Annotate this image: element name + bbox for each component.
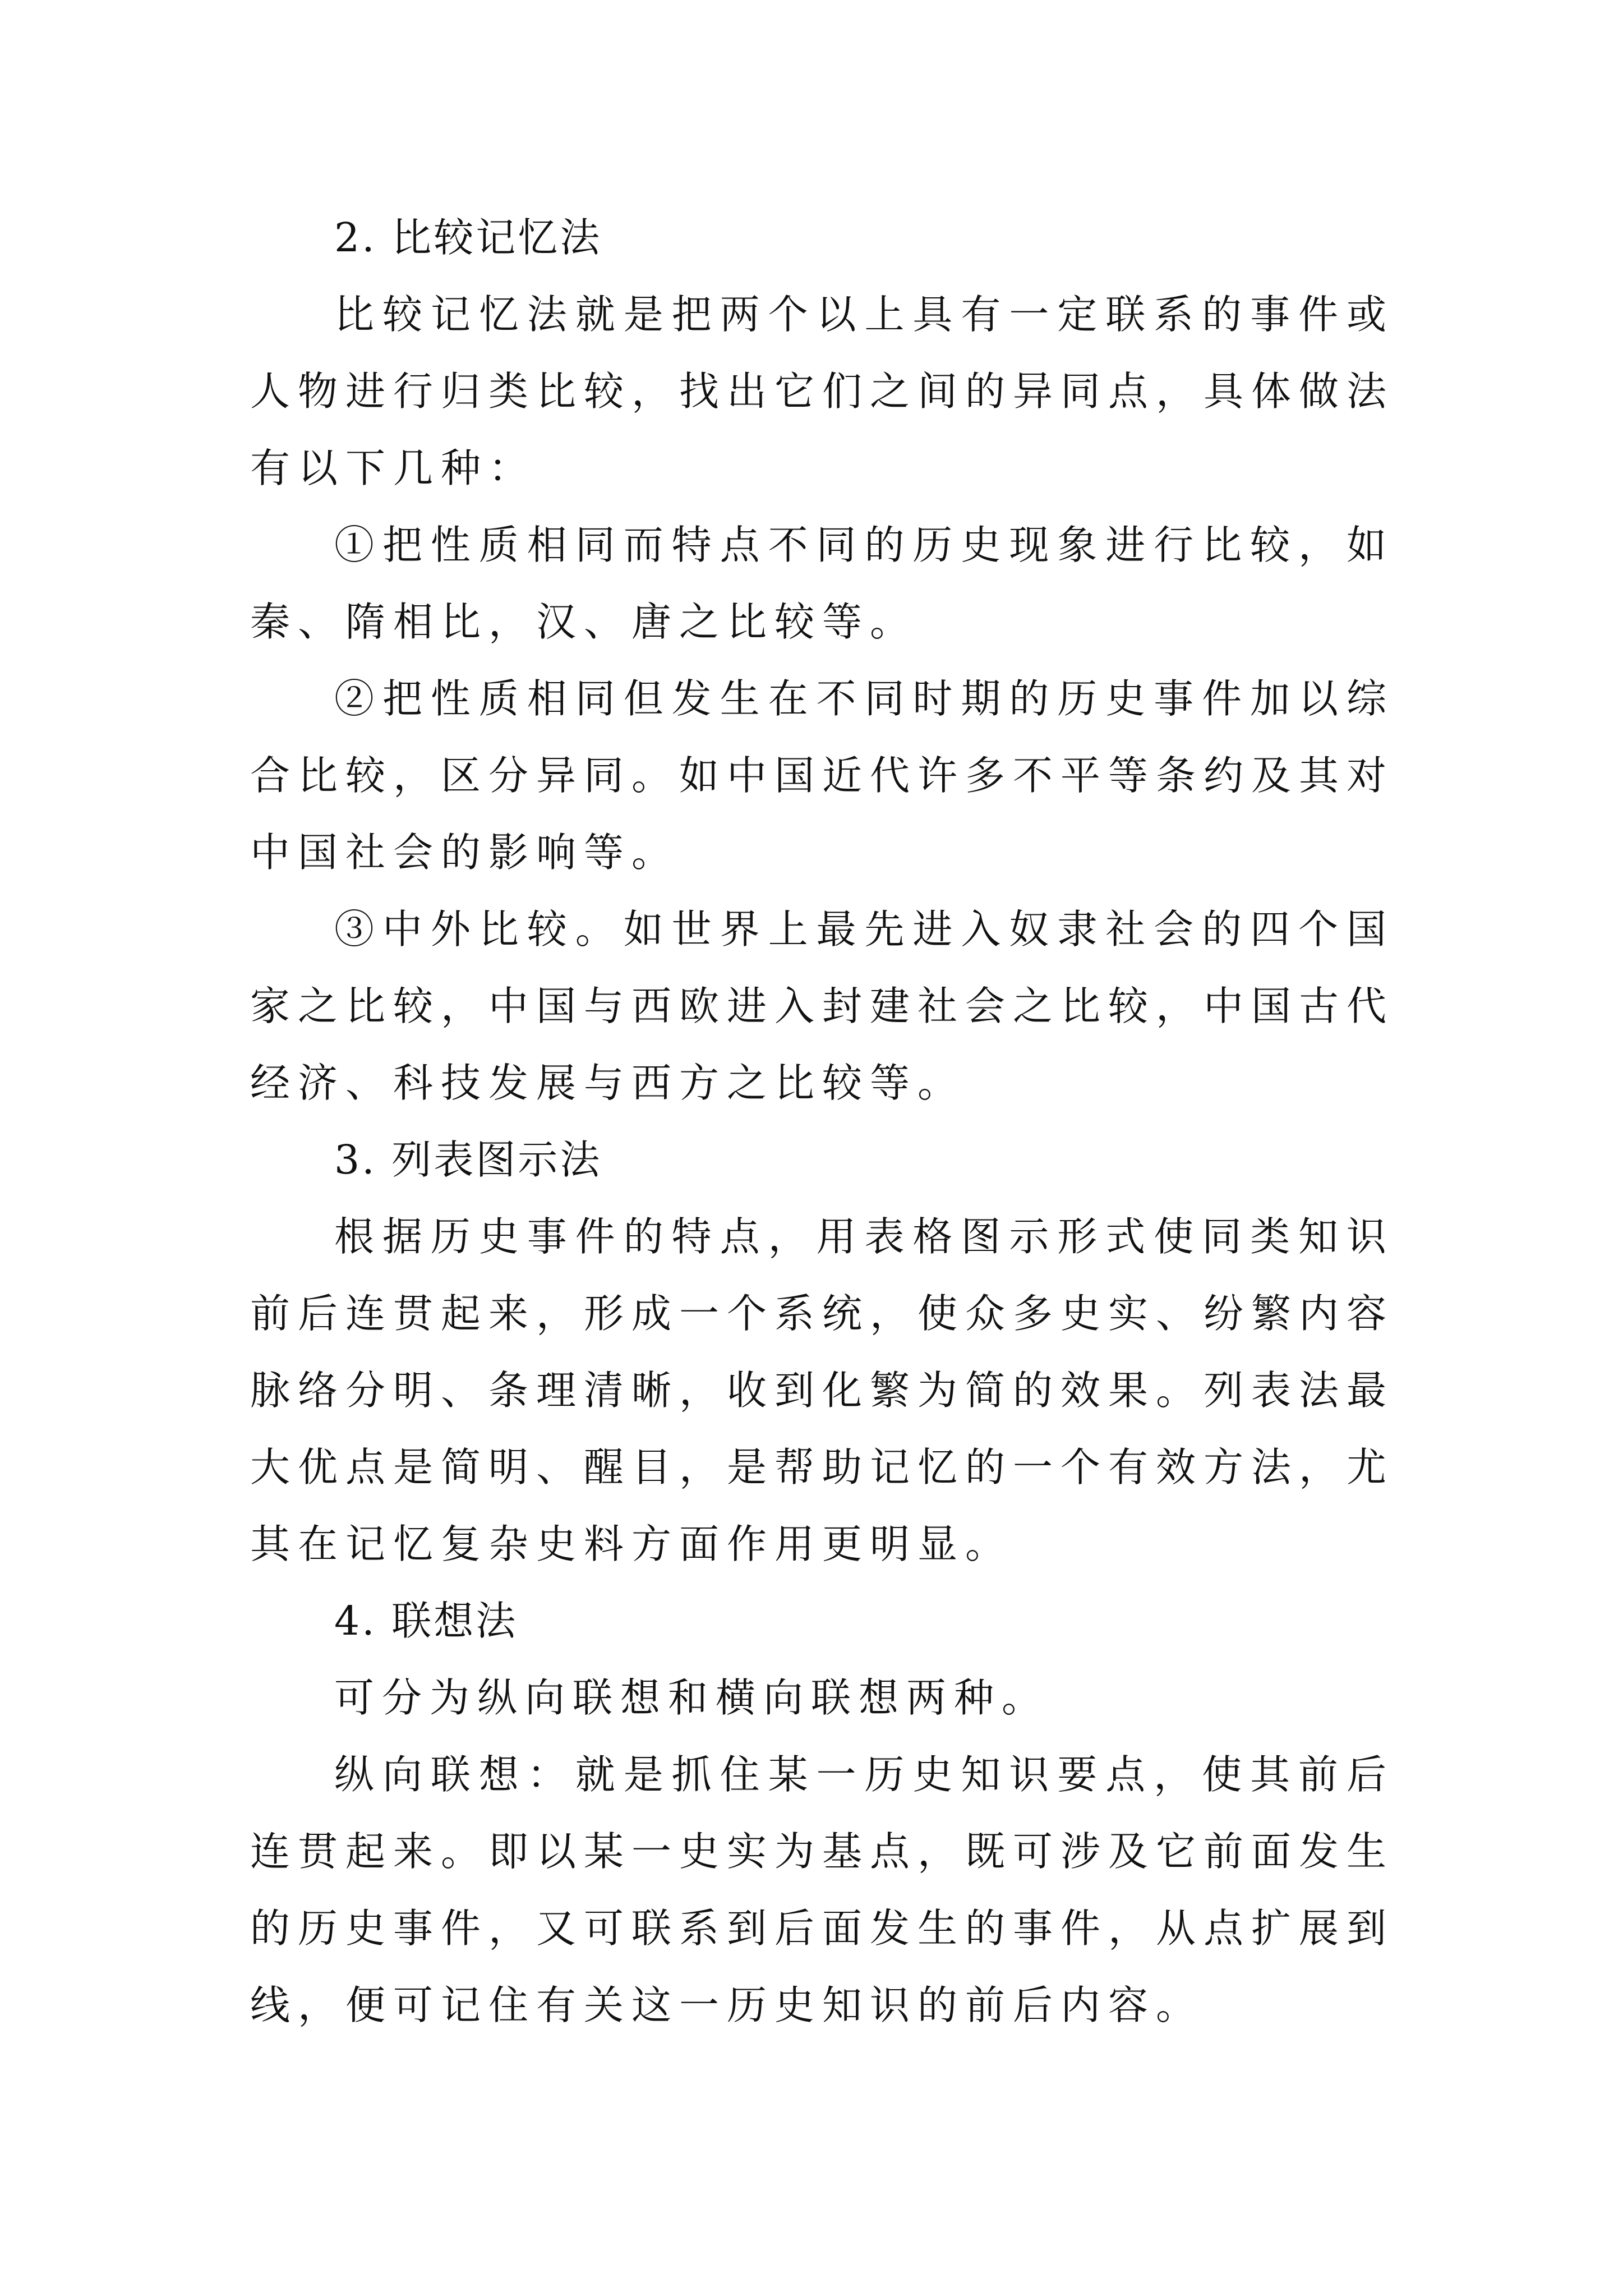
paragraph-vertical-association: 纵向联想：就是抓住某一历史知识要点，使其前后连贯起来。即以某一史实为基点，既可涉及它前面发生的历史事件，又可联系到后面发生的事件，从点扩展到线，便可记住有关这一历史知识的前后内容。: [250, 1751, 1395, 2028]
list-item-comparison-2: ②把性质相同但发生在不同时期的历史事件加以综合比较，区分异同。如中国近代许多不平等条约及其对中国社会的影响等。: [250, 675, 1395, 876]
section-heading-association: 4. 联想法: [334, 1598, 518, 1644]
document-body: [250, 199, 1394, 2044]
section-heading-comparison-memory: 2. 比较记忆法: [334, 214, 602, 261]
paragraph-table-diagram: 根据历史事件的特点，用表格图示形式使同类知识前后连贯起来，形成一个系统，使众多史实、纷繁内容脉络分明、条理清晰，收到化繁为简的效果。列表法最大优点是简明、醒目，是帮助记忆的一个有效方法，尤其在记忆复杂史料方面作用更明显。: [250, 1213, 1395, 1567]
list-item-comparison-1: ①把性质相同而特点不同的历史现象进行比较，如秦、隋相比，汉、唐之比较等。: [250, 522, 1394, 645]
section-heading-table-diagram: 3. 列表图示法: [334, 1137, 602, 1183]
paragraph-association-intro: 可分为纵向联想和横向联想两种。: [334, 1674, 1050, 1721]
paragraph-comparison-intro: 比较记忆法就是把两个以上具有一定联系的事件或人物进行归类比较，找出它们之间的异同点，具体做法有以下几种：: [250, 291, 1395, 491]
list-item-comparison-3: ③中外比较。如世界上最先进入奴隶社会的四个国家之比较，中国与西欧进入封建社会之比较，中国古代经济、科技发展与西方之比较等。: [250, 906, 1395, 1106]
